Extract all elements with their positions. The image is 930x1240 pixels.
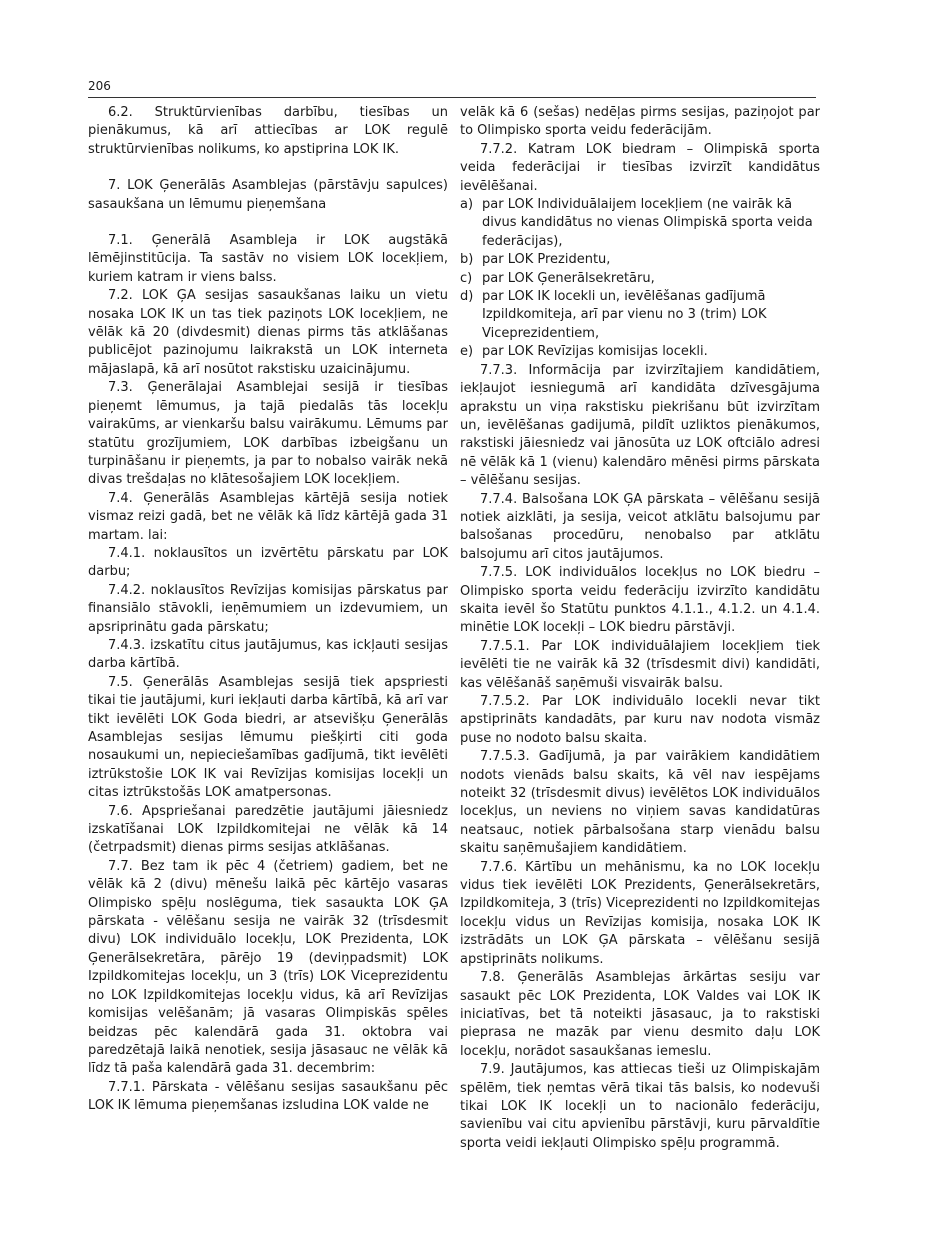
list-item [460, 288, 820, 343]
candidate-list [460, 196, 820, 362]
paragraph-7-7-5-3: 7.7.5.3. Gadījumā, ja par vairākiem kandidātiem nodots vienāds balsu skaits, kā vēl nav iespējams noteikt 32 (trīsdesmit divus) ievēlētos LOK individuālos locekļus, un neviens no viņiem savas kandidatūras neatsauc, notiek pārbalsošana starp vienādu balsu skaitu saņēmušajiem kandidātiem. [460, 749, 820, 857]
paragraph-7-7-1: 7.7.1. Pārskata - vēlēšanu sesijas sasaukšanu pēc LOK IK lēmuma pieņemšanas izsludina LOK valde ne [88, 1079, 448, 1114]
list-item-text: par LOK Ģenerālsekretāru, [482, 270, 655, 286]
list-item-text: par LOK Prezidentu, [482, 252, 611, 268]
paragraph-7-2: 7.2. LOK ĢA sesijas sasaukšanas laiku un vietu nosaka LOK IK un tas tiek paziņots LOK locekļiem, ne vēlāk kā 20 (divdesmit) dienas pirms tās atklāšanas publicējot pazinojumu laikrakstā un LOK interneta mājaslapā, kā arī nosūtot rakstisku uzaicinājumu. [88, 288, 448, 377]
list-item-text: par LOK IK locekli un, ievēlēšanas gadījumā Izpildkomiteja, arī par vienu no 3 (trim) LOK Viceprezidentiem, [482, 289, 767, 341]
list-item-text: par LOK Individuālaijem locekļiem (ne vairāk kā divus kandidātus no vienas Olimpiskā sporta veida federācijas), [482, 197, 813, 249]
paragraph-7-7: 7.7. Bez tam ik pēc 4 (četriem) gadiem, bet ne vēlāk kā 2 (divu) mēnešu laikā pēc kārtējo vasaras Olimpisko spēļu noslēguma, tiek sasaukta LOK ĢA pārskata - vēlēšanu sesija ne vairāk 32 (trīsdesmit divu) LOK individuālo locekļu, LOK Prezidenta, LOK Ģenerālsekretāra, pārējo 19 (deviņpadsmit) LOK Izpildkomitejas locekļu, un 3 (trīs) LOK Viceprezidentu no LOK Izpildkomitejas locekļu vidus, kā arī Revīzijas komisijas velēšanām; jā vasaras Olimpiskās spēles beidzas pēc kalendārā gada 31. oktobra vai paredzētajā laikā nenotiek, sesija jāsasauc ne vēlāk kā līdz tā paša kalendārā gada 31. decembrim: [88, 858, 448, 1077]
paragraph-7-7-3: 7.7.3. Informācija par izvirzītajiem kandidātiem, iekļaujot iesniegumā arī kandidāta dzīvesgājuma aprakstu un viņa rakstisku piekrišanu būt izvirzītam un, ievēlēšanas gadijumā, pildīt uzliktos pienākumos, rakstiski jāiesniedz vai jānosūta uz LOK oftciālo adresi nē vēlāk kā 1 (vienu) kalendāro mēnēsi pirms pārskata – vēlēšanu sesijas. [460, 362, 820, 489]
paragraph-7-4-3: 7.4.3. izskatītu citus jautājumus, kas ickļauti sesijas darba kārtībā. [88, 637, 448, 672]
paragraph-7-7-1-continued: velāk kā 6 (sešas) nedēļas pirms sesijas, paziņojot par to Olimpisko sporta veidu federācijām. [460, 105, 820, 139]
list-item-label: e) [460, 344, 474, 360]
paragraph-7-7-4: 7.7.4. Balsošana LOK ĢA pārskata – vēlēšanu sesijā notiek aizklāti, ja sesija, veicot atklātu balsojumu par balsošanas procedūru, nenobalso par atklātu balsojumu arī citos jautājumos. [460, 491, 820, 562]
left-column [88, 104, 448, 1116]
paragraph-7-7-5-2: 7.7.5.2. Par LOK individuālo locekli nevar tikt apstiprināts kandadāts, par kuru nav nodota vismāz puse no nodoto balsu skaita. [460, 694, 820, 746]
list-item [460, 270, 820, 288]
paragraph-7-8: 7.8. Ģenerālās Asamblejas ārkārtas sesiju var sasaukt pēc LOK Prezidenta, LOK Valdes vai LOK IK iniciatīvas, bet tā noteikti jāsasauc, ja to rakstiski pieprasa ne mazāk par vienu desmito daļu LOK locekļu, norādot sasaukšanas iemeslu. [460, 970, 820, 1059]
list-item [460, 196, 820, 251]
page-number: 206 [88, 79, 111, 93]
paragraph-7-9: 7.9. Jautājumos, kas attiecas tieši uz Olimpiskajām spēlēm, tiek ņemtas vērā tikai tās balsis, ko nodevuši tikai LOK IK locekļi un to nacionālo federāciju, savienību vai citu apvienību pārstāvji, kuru pārvaldītie sporta veidi iekļauti Olimpisko spēļu programmā. [460, 1062, 820, 1151]
paragraph-7-4-2: 7.4.2. noklausītos Revīzijas komisijas pārskatus par finansiālo stāvokli, ieņēmumiem un izdevumiem, un apsriprinātu gada pārskatu; [88, 582, 448, 635]
list-item [460, 251, 820, 269]
header-rule [88, 97, 816, 98]
right-column [460, 104, 820, 1153]
section-heading-7: 7. LOK Ģenerālās Asamblejas (pārstāvju sapulces) sasaukšana un lēmumu pieņemšana [88, 178, 448, 212]
list-item [460, 343, 820, 361]
list-item-label: b) [460, 252, 474, 268]
paragraph-7-7-6: 7.7.6. Kārtību un mehānismu, ka no LOK locekļu vidus tiek ievēlēti LOK Prezidents, Ģenerālsekretārs, Izpildkomiteja, 3 (trīs) Viceprezidenti no Izpildkomitejas locekļu vidus un Revīzijas komisija, nosaka LOK IK izstrādāts un LOK ĢA pārskata – vēlēšanu sesijā apstiprināts nolikums. [460, 859, 821, 967]
list-item-label: d) [460, 289, 474, 305]
paragraph-7-1: 7.1. Ģenerālā Asambleja ir LOK augstākā lēmējinstitūcija. Ta sastāv no visiem LOK locekļiem, kuriem katram ir viens balss. [88, 233, 448, 285]
paragraph-6-2: 6.2. Struktūrvienības darbību, tiesības un pienākumus, kā arī attiecības ar LOK regulē struktūrvienības nolikums, ko apstiprina LOK IK. [88, 105, 448, 157]
paragraph-7-3: 7.3. Ģenerālajai Asamblejai sesijā ir tiesības pieņemt lēmumus, ja tajā piedalās tās locekļu vairakūms, ar vienkaršu balsu vairākumu. Lēmums par statūtu grozījumiem, LOK darbības izbeigšanu un turpināšanu ir pieņemts, ja par to nobalso vairāk nekā divas trešdaļas no klātesošajiem LOK locekļiem. [88, 380, 448, 488]
paragraph-7-7-5-1: 7.7.5.1. Par LOK individuālajiem locekļiem tiek ievēlēti tie ne vairāk kā 32 (trīsdesmit divi) kandidāti, kas vēlēšanāš saņēmuši visvairāk balsu. [460, 638, 820, 691]
paragraph-7-4: 7.4. Ģenerālās Asamblejas kārtējā sesija notiek vismaz reizi gadā, bet ne vēlāk kā līdz kārtējā gada 31 martam. lai: [88, 490, 448, 543]
list-item-label: c) [460, 270, 473, 286]
paragraph-7-4-1: 7.4.1. noklausītos un izvērtētu pārskatu par LOK darbu; [88, 545, 448, 580]
list-item-label: a) [460, 197, 474, 213]
paragraph-7-5: 7.5. Ģenerālās Asamblejas sesijā tiek apspriesti tikai tie jautājumi, kuri iekļauti darba kārtībā, kā arī var tikt ievēlēti LOK Goda biedri, ar atsevišķu Ģenerālās Asamblejas sesijas lēmumu piešķirti citi goda nosaukumi un, nepieciešamības gadījumā, tikt ievēlēti iztrūkstošie LOK IK vai Revīzijas komisijas locekļi un citas iztrūkstošās LOK amatpersonas. [88, 674, 448, 801]
paragraph-7-7-2: 7.7.2. Katram LOK biedram – Olimpiskā sporta veida federācijai ir tiesības izvirzīt kandidātus ievēlēšanai. [460, 141, 820, 194]
list-item-text: par LOK Revīzijas komisijas locekli. [482, 344, 708, 360]
paragraph-7-7-5: 7.7.5. LOK individuālos locekļus no LOK biedru – Olimpisko sporta veidu federāciju izvirzīto kandidātu skaita ievēl šo Statūtu punktos 4.1.1., 4.1.2. un 4.1.4. minētie LOK locekļi – LOK biedru pārstāvji. [460, 565, 820, 636]
paragraph-7-6: 7.6. Apspriešanai paredzētie jautājumi jāiesniedz izskatīšanai LOK Izpildkomitejai ne vēlāk kā 14 (četrpadsmit) dienas pirms sesijas atklāšanas. [88, 803, 448, 856]
